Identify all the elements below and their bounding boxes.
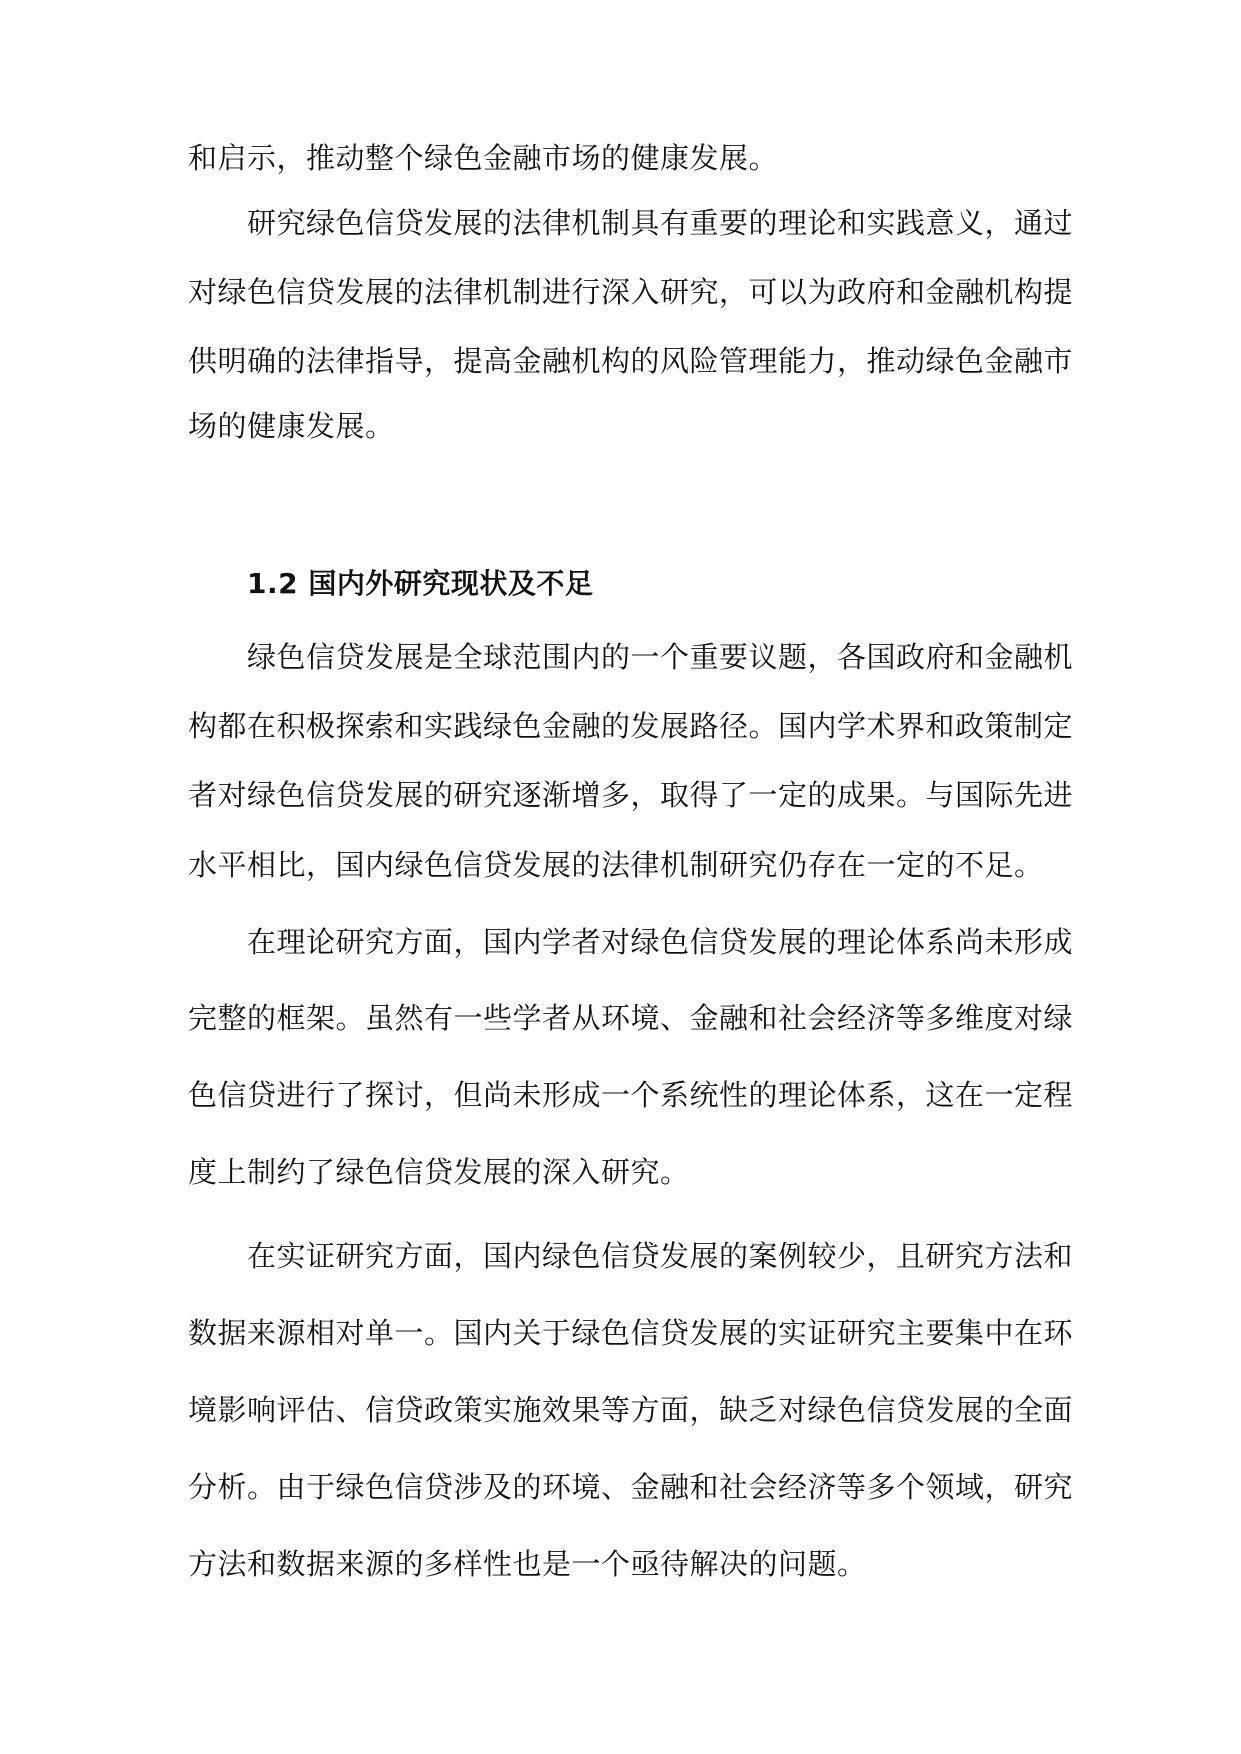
paragraph-line: 在实证研究方面，国内绿色信贷发展的案例较少，且研究方法和	[247, 1239, 1074, 1273]
paragraph-line: 研究绿色信贷发展的法律机制具有重要的理论和实践意义，通过	[247, 206, 1074, 240]
paragraph-line: 者对绿色信贷发展的研究逐渐增多，取得了一定的成果。与国际先进	[188, 778, 1074, 812]
paragraph-line: 场的健康发展。	[188, 409, 395, 443]
paragraph-line: 供明确的法律指导，提高金融机构的风险管理能力，推动绿色金融市	[188, 344, 1074, 378]
paragraph-line: 完整的框架。虽然有一些学者从环境、金融和社会经济等多维度对绿	[188, 1001, 1074, 1035]
paragraph-line: 水平相比，国内绿色信贷发展的法律机制研究仍存在一定的不足。	[188, 848, 1044, 882]
paragraph-line: 对绿色信贷发展的法律机制进行深入研究，可以为政府和金融机构提	[188, 275, 1074, 309]
paragraph-line: 分析。由于绿色信贷涉及的环境、金融和社会经济等多个领域，研究	[188, 1470, 1074, 1504]
paragraph-line: 色信贷进行了探讨，但尚未形成一个系统性的理论体系，这在一定程	[188, 1078, 1074, 1112]
paragraph-line: 绿色信贷发展是全球范围内的一个重要议题，各国政府和金融机	[247, 640, 1074, 674]
paragraph-line: 和启示，推动整个绿色金融市场的健康发展。	[188, 141, 779, 175]
section-heading: 1.2 国内外研究现状及不足	[247, 567, 594, 600]
paragraph-line: 数据来源相对单一。国内关于绿色信贷发展的实证研究主要集中在环	[188, 1316, 1074, 1350]
paragraph-line: 构都在积极探索和实践绿色金融的发展路径。国内学术界和政策制定	[188, 709, 1074, 743]
paragraph-line: 度上制约了绿色信贷发展的深入研究。	[188, 1155, 690, 1189]
paragraph-line: 境影响评估、信贷政策实施效果等方面，缺乏对绿色信贷发展的全面	[188, 1393, 1074, 1427]
paragraph-line: 方法和数据来源的多样性也是一个亟待解决的问题。	[188, 1547, 867, 1581]
paragraph-line: 在理论研究方面，国内学者对绿色信贷发展的理论体系尚未形成	[247, 925, 1074, 959]
